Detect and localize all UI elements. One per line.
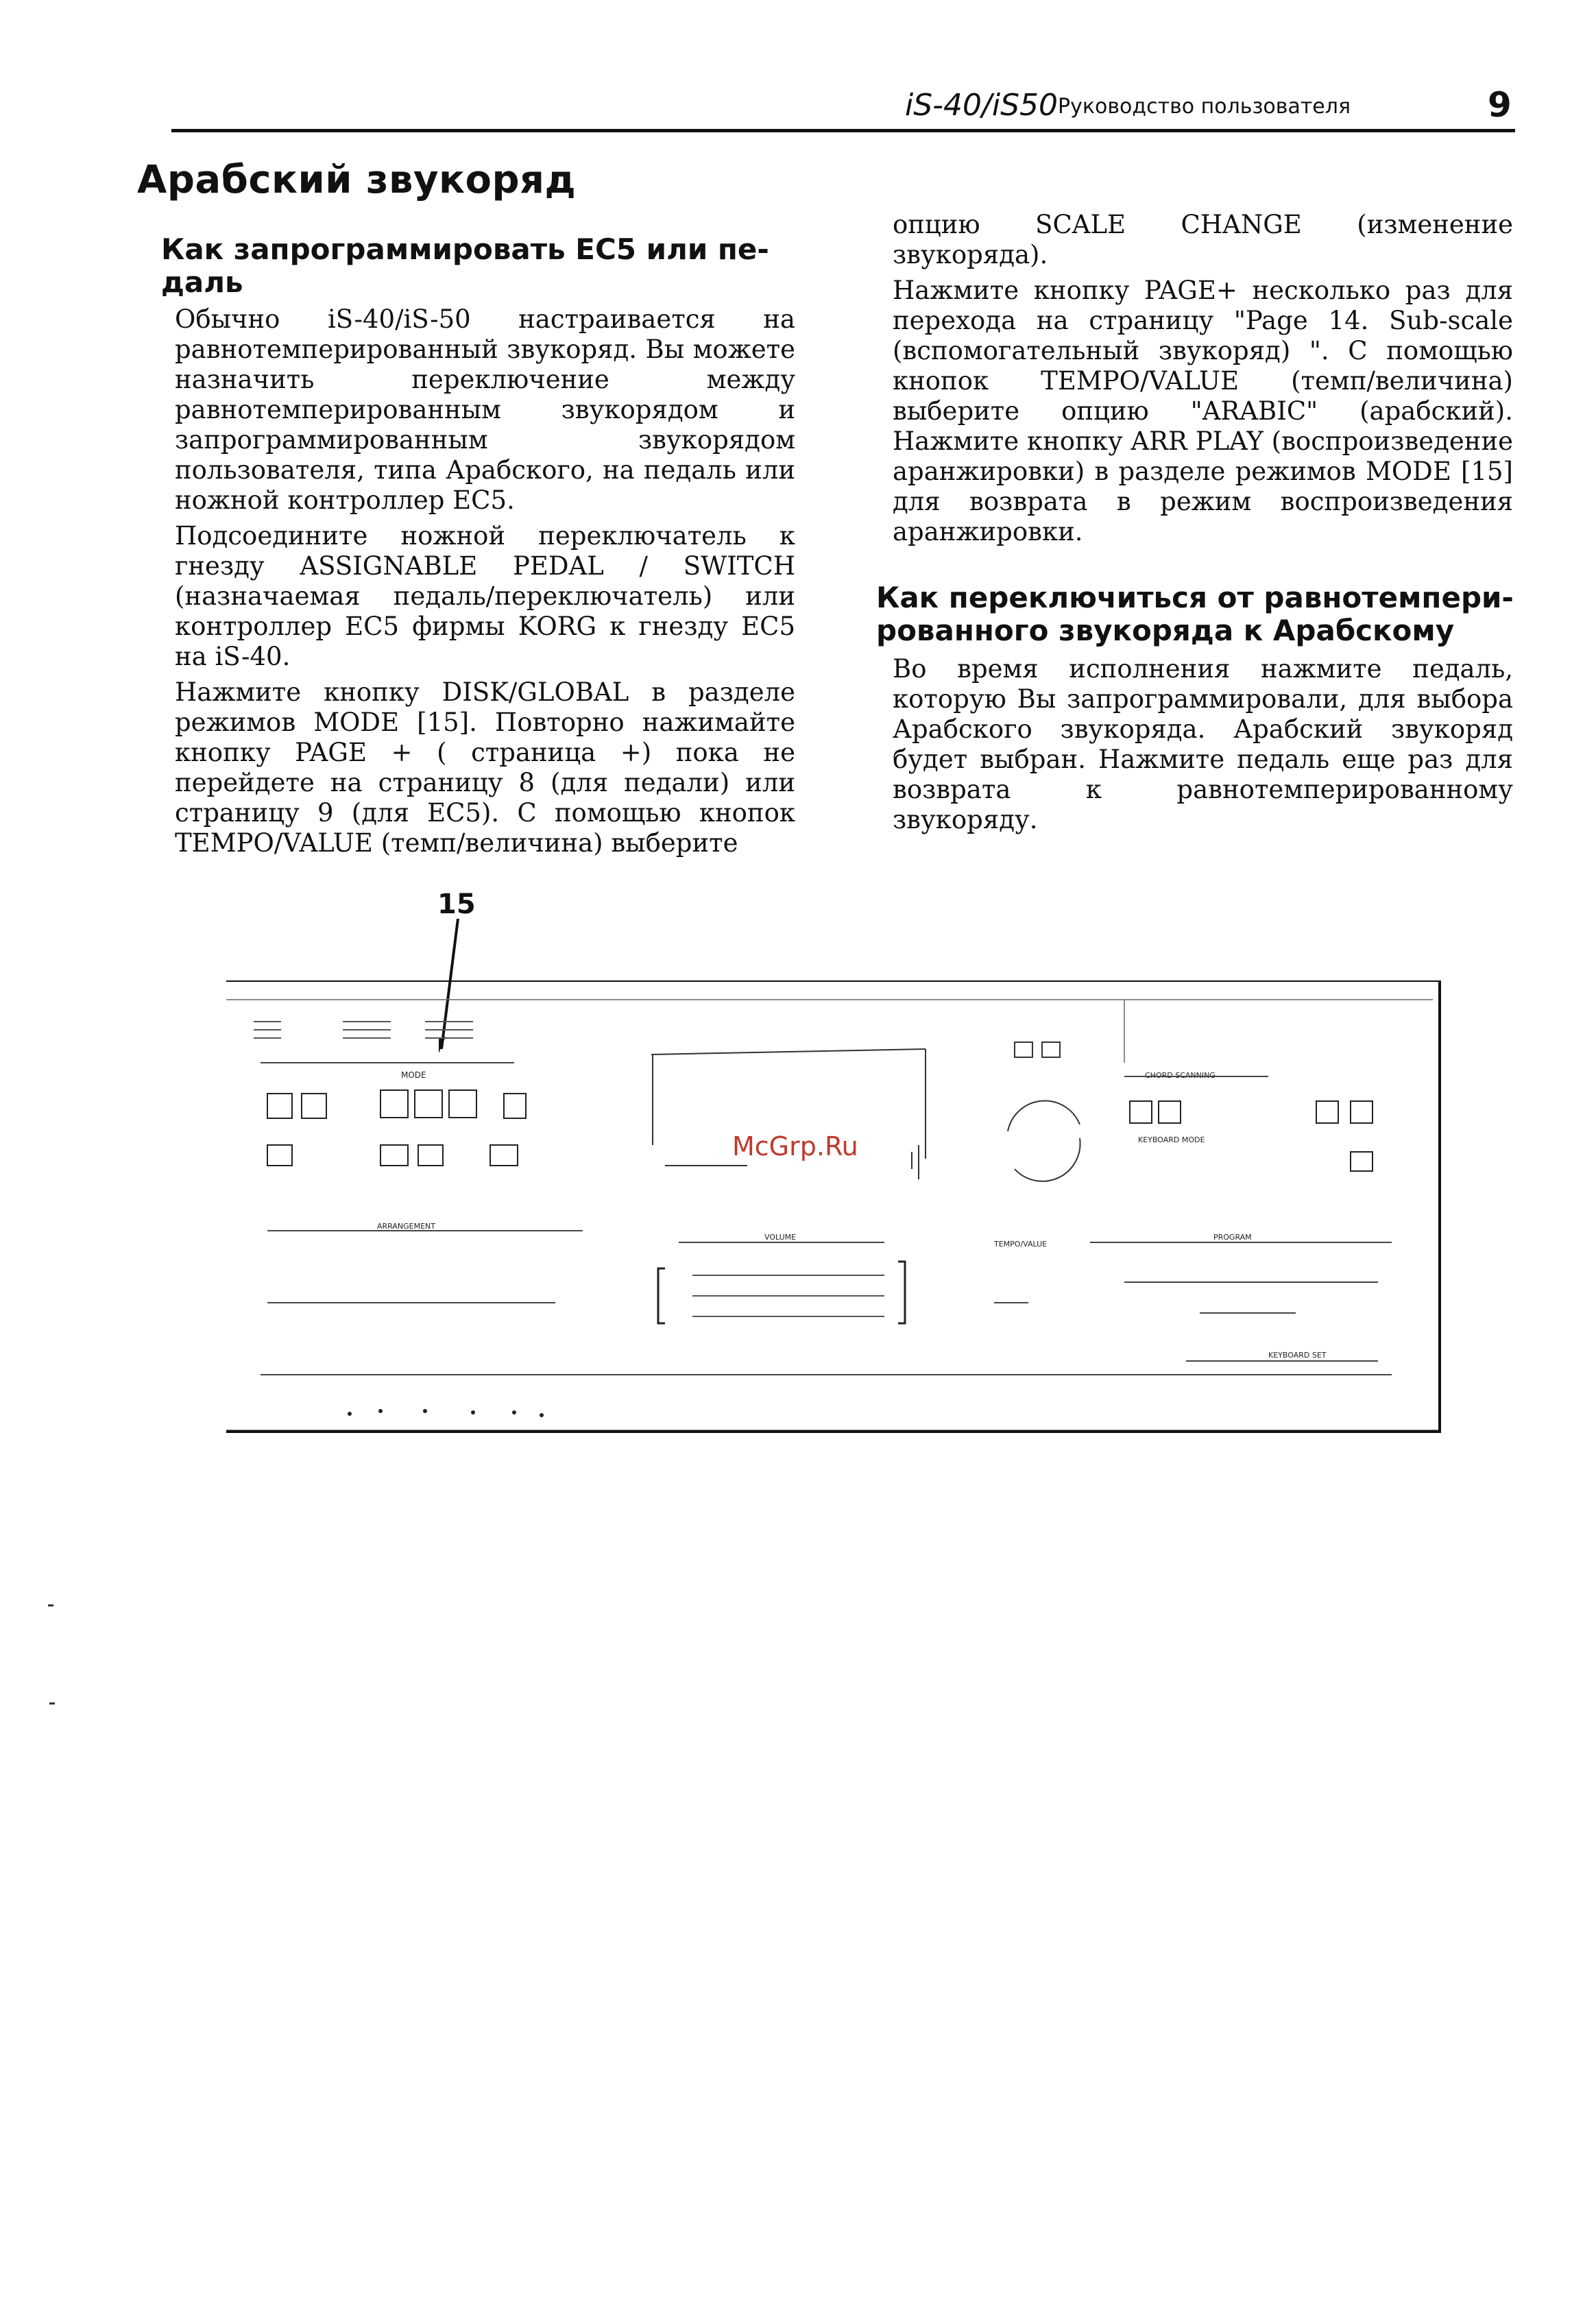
- front-panel-diagram: [226, 980, 1447, 1433]
- panel-label-keyboard-mode: KEYBOARD MODE: [1138, 1135, 1205, 1144]
- paragraph: Нажмите кнопку DISK/GLOBAL в разделе режимов MODE [15]. Повторно нажимайте кнопку PAGE + ( страница +) пока не перейдете на страницу 8 (для педали) или страницу 9 (для EC5). С помощью кнопок TEMPO/VALUE (темп/величина) выберите: [175, 677, 795, 858]
- right-column: [893, 210, 1513, 553]
- panel-label-program: PROGRAM: [1213, 1233, 1252, 1242]
- section-title: Арабский звукоряд: [137, 158, 577, 202]
- paragraph: Подсоедините ножной переключатель к гнезду ASSIGNABLE PEDAL / SWITCH (назначаемая педаль/переключатель) или контроллер EC5 фирмы KORG к гнезду EC5 на iS-40.: [175, 521, 795, 671]
- paragraph: Во время исполнения нажмите педаль, которую Вы запрограммировали, для выбора Арабского звукоряда. Арабский звукоряд будет выбран. Нажмите педаль еще раз для возврата к равнотемперированному звукоряду.: [893, 654, 1513, 834]
- watermark: McGrp.Ru: [732, 1131, 858, 1161]
- section1-heading-line1: Как запрограммировать EC5 или пе-: [161, 232, 769, 266]
- paragraph: Нажмите кнопку PAGE+ несколько раз для перехода на страницу "Page 14. Sub-scale (вспомогательный звукоряд) ". С помощью кнопок TEMPO/VALUE (темп/величина) выберите опцию "ARABIC" (арабский). Нажмите кнопку ARR PLAY (воспроизведение аранжировки) в разделе режимов MODE [15] для возврата в режим воспроизведения аранжировки.: [893, 276, 1513, 546]
- header-product-name: iS-40/iS50: [905, 88, 1058, 123]
- section2-heading-line2: рованного звукоряда к Арабскому: [876, 614, 1455, 647]
- section1-heading-line2: даль: [161, 265, 243, 299]
- panel-label-volume: VOLUME: [764, 1233, 797, 1242]
- header-subtitle: Руководство пользователя: [1058, 95, 1351, 119]
- panel-label-tempo: TEMPO/VALUE: [994, 1240, 1048, 1249]
- paragraph: опцию SCALE CHANGE (изменение звукоряда).: [893, 210, 1513, 269]
- paragraph: Обычно iS-40/iS-50 настраивается на равнотемперированный звукоряд. Вы можете назначить переключение между равнотемперированным звукорядом и запрограммированным звукорядом пользователя, типа Арабского, на педаль или ножной контроллер EC5.: [175, 304, 795, 515]
- scan-speck: [49, 1702, 55, 1704]
- page-number: 9: [1488, 85, 1512, 125]
- section2-heading-line1: Как переключиться от равнотемпери-: [876, 581, 1514, 614]
- section1-heading: [161, 233, 806, 299]
- right-column-section2: [893, 654, 1513, 841]
- panel-label-mode: MODE: [401, 1070, 426, 1080]
- callout-number: 15: [437, 889, 476, 920]
- panel-label-keyboard-set: KEYBOARD SET: [1268, 1351, 1327, 1360]
- section2-heading: [876, 581, 1534, 647]
- panel-label-arrangement: ARRANGEMENT: [377, 1222, 435, 1231]
- panel-label-chord-scanning: CHORD SCANNING: [1145, 1071, 1216, 1080]
- header-rule: [171, 129, 1515, 132]
- left-column: [175, 304, 795, 864]
- scan-speck: [48, 1604, 53, 1606]
